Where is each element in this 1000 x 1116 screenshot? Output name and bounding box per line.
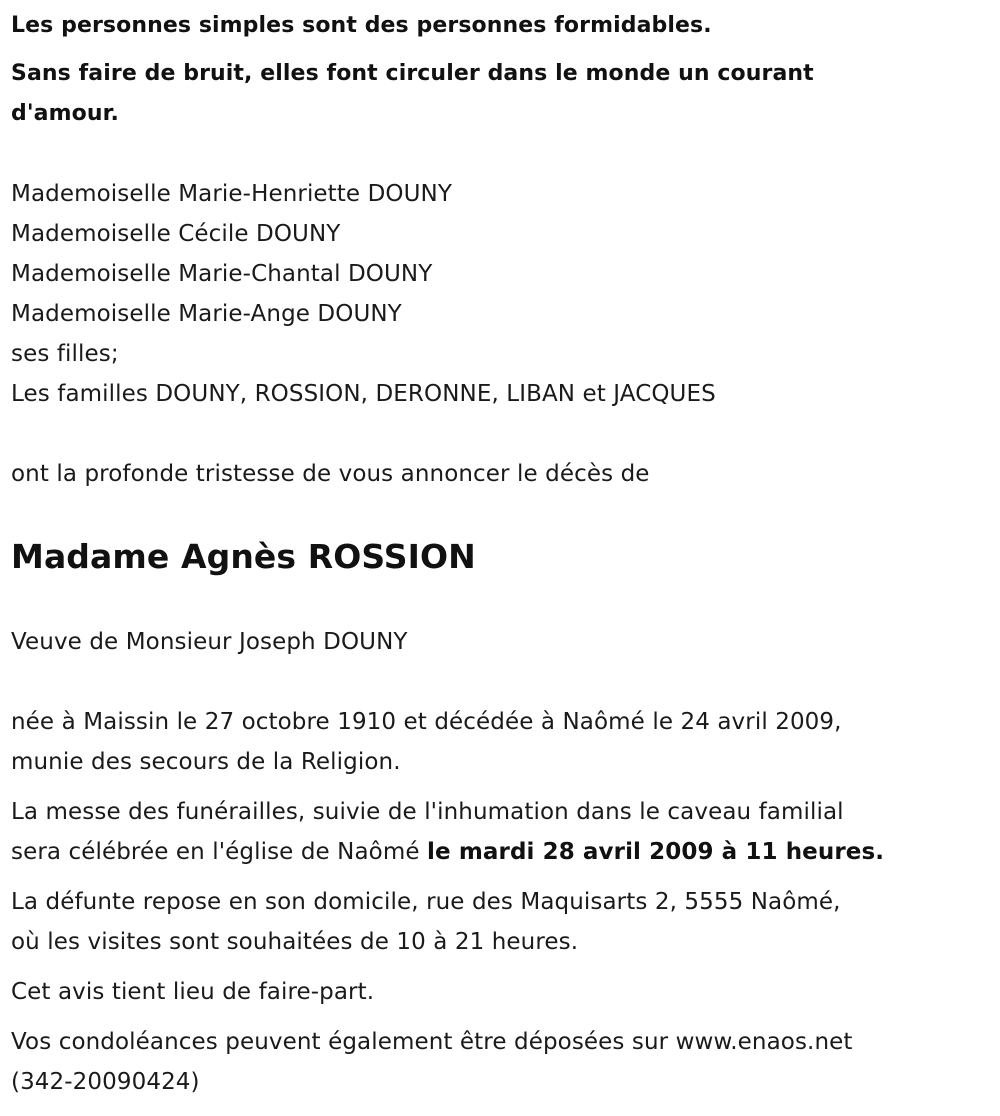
family-member: Mademoiselle Marie-Ange DOUNY: [11, 301, 402, 327]
widow-of: Veuve de Monsieur Joseph DOUNY: [11, 629, 408, 655]
family-member: Mademoiselle Marie-Chantal DOUNY: [11, 261, 433, 287]
religion: munie des secours de la Religion.: [11, 749, 401, 775]
deceased-name: Madame Agnès ROSSION: [11, 537, 476, 576]
families-list: Les familles DOUNY, ROSSION, DERONNE, LIBAN et JACQUES: [11, 381, 716, 407]
notice: Cet avis tient lieu de faire-part.: [11, 979, 375, 1005]
funeral-line-2: [11, 832, 884, 872]
funeral-line-1: La messe des funérailles, suivie de l'inhumation dans le caveau familial: [11, 799, 844, 825]
condolences: Vos condoléances peuvent également être déposées sur www.enaos.net: [11, 1029, 853, 1055]
funeral-date: le mardi 28 avril 2009 à 11 heures.: [427, 839, 885, 865]
rest-line-2: où les visites sont souhaitées de 10 à 21 heures.: [11, 929, 579, 955]
quote-line-1: Les personnes simples sont des personnes formidables.: [11, 13, 712, 38]
quote-line-3: d'amour.: [11, 101, 119, 126]
birth-death: née à Maissin le 27 octobre 1910 et décédée à Naômé le 24 avril 2009,: [11, 709, 842, 735]
funeral-place: sera célébrée en l'église de Naômé: [11, 839, 428, 865]
family-member: Mademoiselle Marie-Henriette DOUNY: [11, 181, 452, 207]
rest-line-1: La défunte repose en son domicile, rue des Maquisarts 2, 5555 Naômé,: [11, 889, 841, 915]
quote-line-2: Sans faire de bruit, elles font circuler dans le monde un courant: [11, 61, 814, 86]
family-member: Mademoiselle Cécile DOUNY: [11, 221, 341, 247]
family-relation: ses filles;: [11, 341, 119, 367]
reference: (342-20090424): [11, 1069, 200, 1095]
announcement: ont la profonde tristesse de vous annoncer le décès de: [11, 461, 650, 487]
